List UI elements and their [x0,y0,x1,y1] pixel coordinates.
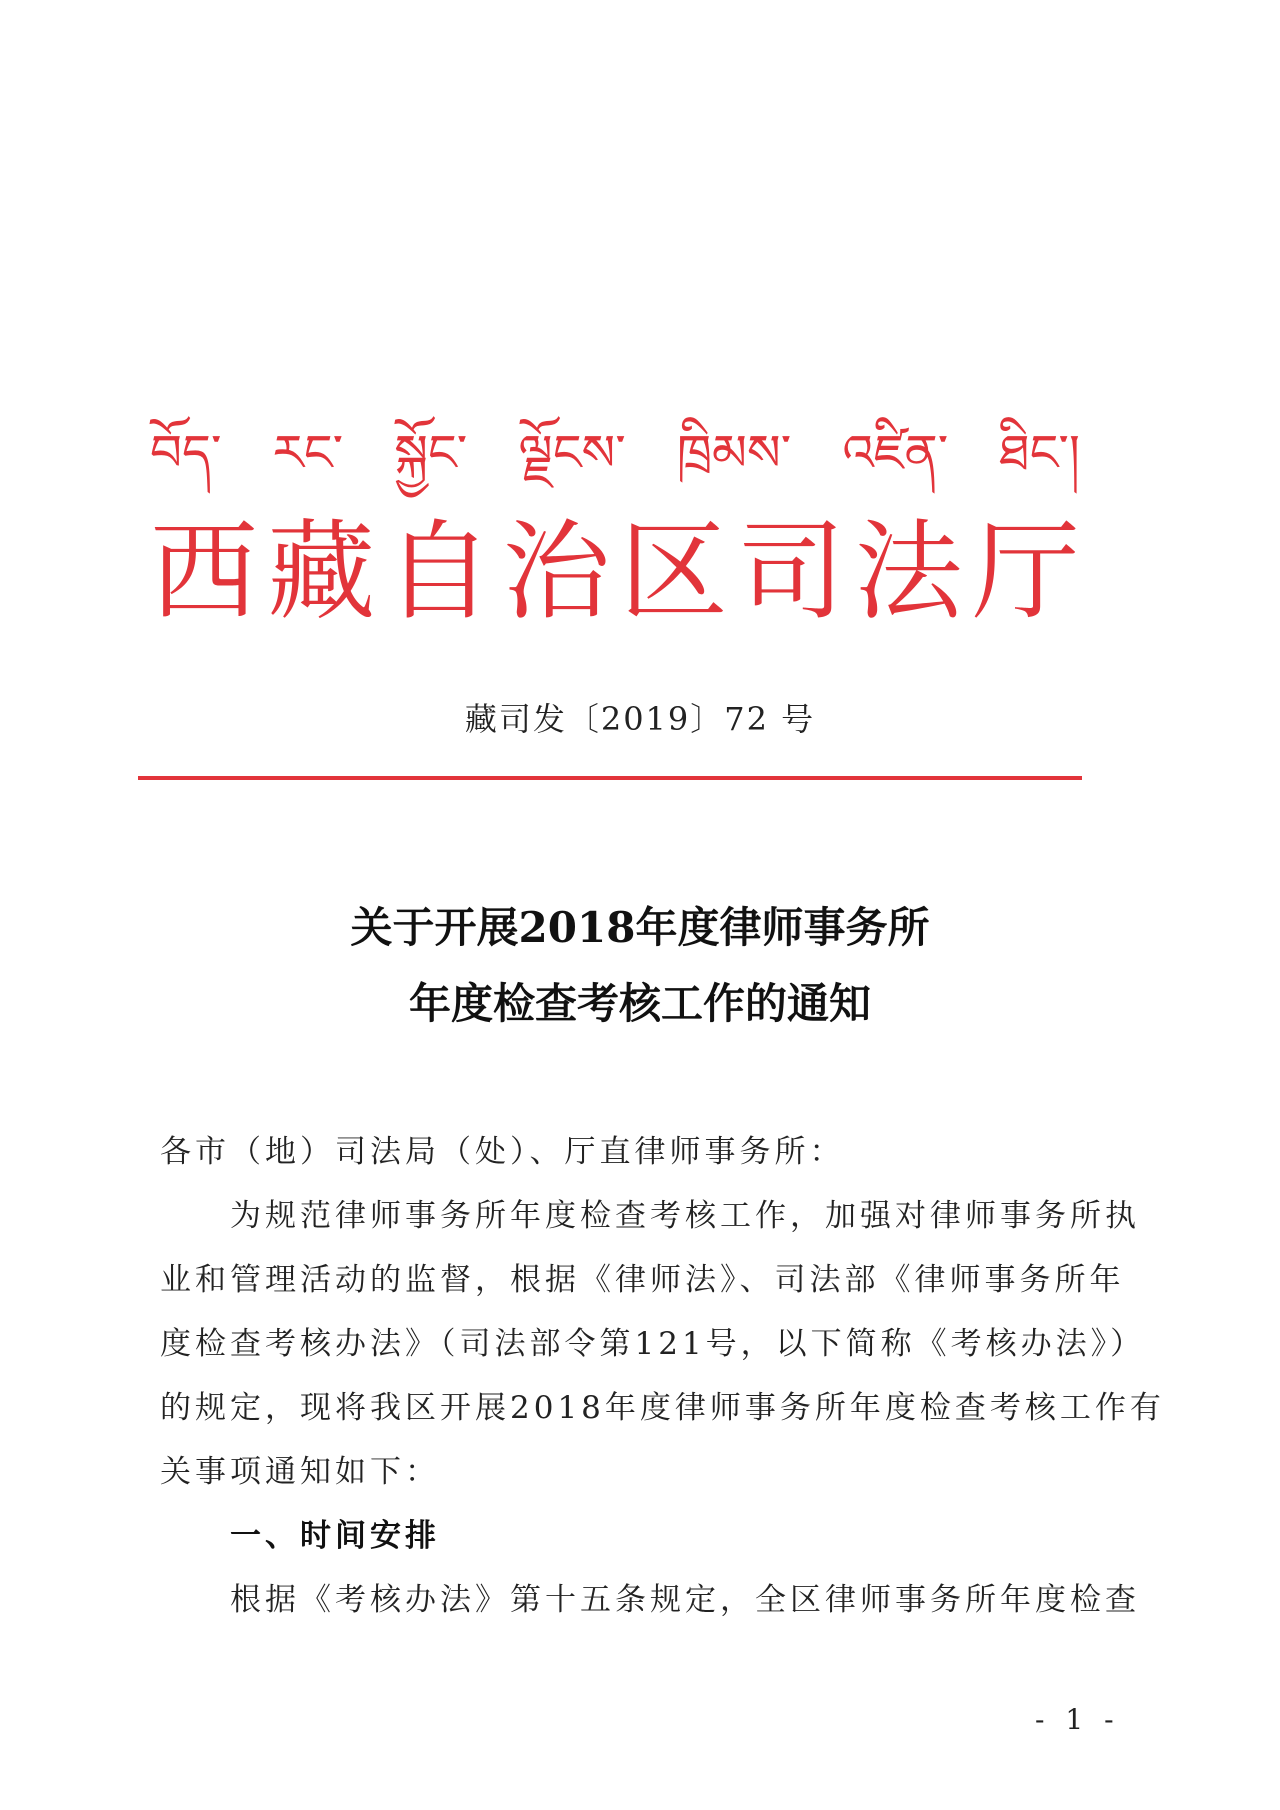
letterhead-char: 法 [854,510,963,635]
paragraph-line: 度检查考核办法》（司法部令第121号，以下简称《考核办法》） [160,1326,1146,1362]
title-line-1: 关于开展2018年度律师事务所 [350,903,930,952]
title-line-2: 年度检查考核工作的通知 [408,979,871,1028]
red-divider-line [138,776,1082,780]
document-body [160,1120,1165,1632]
tibetan-word: འཛིན་ [842,424,949,482]
letterhead-char: 自 [384,510,493,635]
letterhead-char: 司 [737,510,846,635]
letterhead-chinese [150,508,1080,638]
letterhead-tibetan [150,418,1080,488]
letterhead-char: 治 [502,510,611,635]
salutation: 各市（地）司法局（处）、厅直律师事务所： [160,1134,845,1170]
page-number: - 1 - [1035,1703,1120,1736]
paragraph-line: 根据《考核办法》第十五条规定，全区律师事务所年度检查 [230,1582,1140,1618]
letterhead-char: 区 [619,510,728,635]
paragraph-line: 为规范律师事务所年度检查考核工作，加强对律师事务所执 [230,1198,1140,1234]
tibetan-word: རང་ [272,424,344,482]
section-heading: 一、时间安排 [230,1518,440,1554]
tibetan-word: བོད་ [150,424,222,482]
tibetan-word: ཐིང་། [999,424,1080,482]
paragraph-line: 业和管理活动的监督，根据《律师法》、司法部《律师事务所年 [160,1262,1125,1298]
tibetan-word: ལྗོངས་ [518,424,626,482]
paragraph-line: 的规定，现将我区开展2018年度律师事务所年度检查考核工作有 [160,1390,1165,1426]
tibetan-word: སྐྱོང་ [394,424,468,482]
paragraph-line: 关事项通知如下： [160,1454,440,1490]
document-number: 藏司发〔2019〕72 号 [464,700,816,738]
letterhead-char: 厅 [971,510,1080,635]
letterhead-char: 藏 [267,510,376,635]
tibetan-word: ཁྲིམས་ [676,424,792,482]
document-title [0,890,1280,1042]
letterhead-char: 西 [150,510,259,635]
